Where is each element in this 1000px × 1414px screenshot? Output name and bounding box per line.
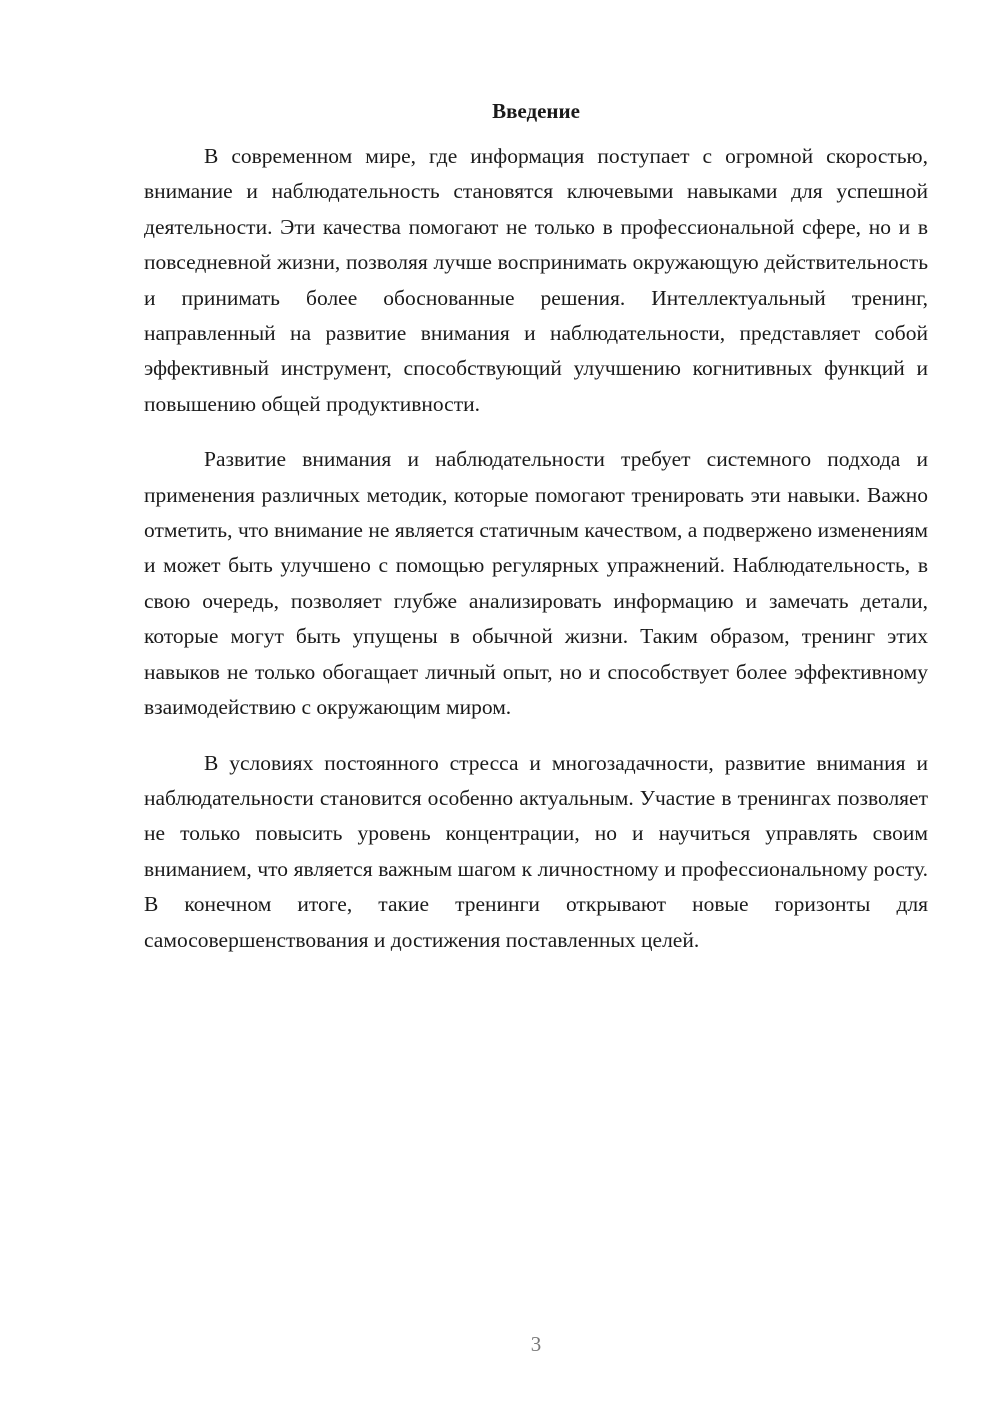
page-number: 3: [530, 1332, 542, 1356]
paragraph-1: В современном мире, где информация поступает с огромной скоростью, внимание и наблюдательность становятся ключевыми навыками для успешной деятельности. Эти качества помогают не только в профессиональной сфере, но и в повседневной жизни, позволяя лучше воспринимать окружающую действительность и принимать более обоснованные решения. Интеллектуальный тренинг, направленный на развитие внимания и наблюдательности, представляет собой эффективный инструмент, способствующий улучшению когнитивных функций и повышению общей продуктивности.: [144, 144, 928, 416]
paragraph-2: Развитие внимания и наблюдательности требует системного подхода и применения различных методик, которые помогают тренировать эти навыки. Важно отметить, что внимание не является статичным качеством, а подвержено изменениям и может быть улучшено с помощью регулярных упражнений. Наблюдательность, в свою очередь, позволяет глубже анализировать информацию и замечать детали, которые могут быть упущены в обычной жизни. Таким образом, тренинг этих навыков не только обогащает личный опыт, но и способствует более эффективному взаимодействию с окружающим миром.: [144, 447, 928, 720]
section-title: Введение: [492, 99, 580, 123]
paragraph-3: В условиях постоянного стресса и многозадачности, развитие внимания и наблюдательности становится особенно актуальным. Участие в тренингах позволяет не только повысить уровень концентрации, но и научиться управлять своим вниманием, что является важным шагом к личностному и профессиональному росту. В конечном итоге, такие тренинги открывают новые горизонты для самосовершенствования и достижения поставленных целей.: [144, 750, 928, 952]
document-body: [144, 95, 928, 978]
